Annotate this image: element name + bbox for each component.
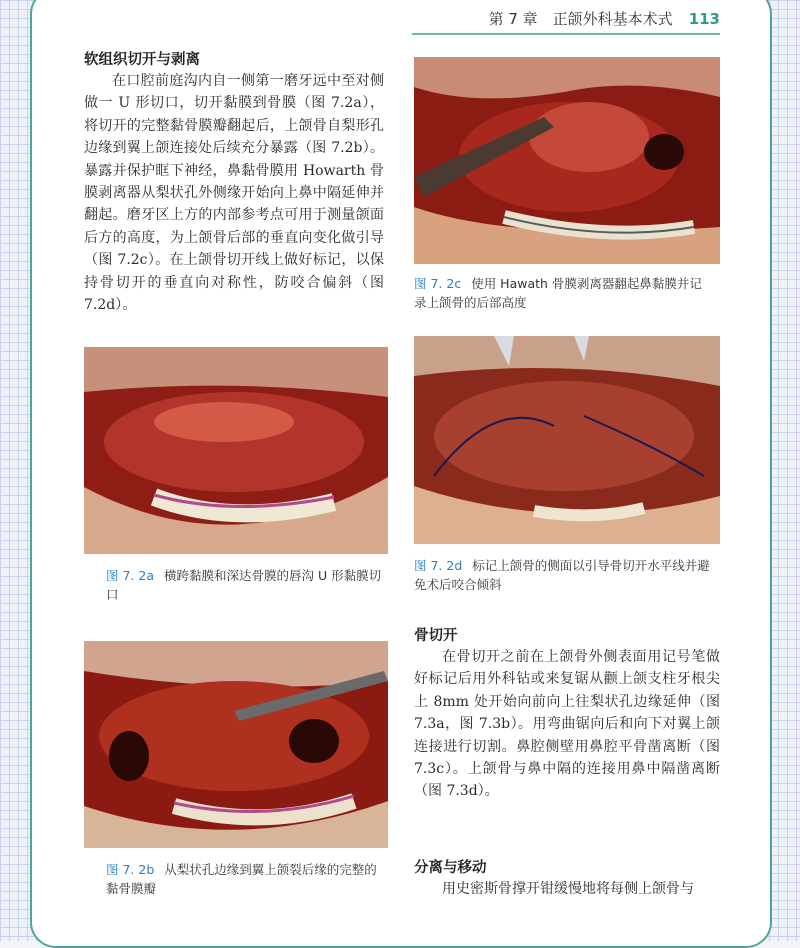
section-heading-osteotomy: 骨切开 [414, 628, 458, 644]
figure-label-2a: 图 7. 2a [106, 568, 154, 583]
surgical-photo-fig-2d [414, 336, 720, 544]
figure-text-2a: 横跨黏膜和深达骨膜的唇沟 U 形黏膜切口 [106, 568, 382, 602]
surgical-photo-fig-2c [414, 57, 720, 264]
section-paragraph-soft-tissue: 在口腔前庭沟内自一侧第一磨牙远中至对侧做一 U 形切口，切开黏膜到骨膜（图 7.2a），将切开的完整黏骨膜瓣翻起后，上颌骨自梨形孔边缘到翼上颌连接处后续充分暴露（图 7.2b）。暴露并保护眶下神经，鼻黏骨膜用 Howarth 骨膜剥离器从梨状孔外侧缘开始向上鼻中隔延伸并翻起。磨牙区上方的内部参考点可用于测量颌面后方的高度，为上颌骨后部的垂直向变化做引导（图 7.2c）。在上颌骨切开线上做好标记，以保持骨切开的垂直向对称性，防咬合偏斜（图 7.2d）。 [84, 73, 384, 314]
figure-label-2c: 图 7. 2c [414, 276, 462, 291]
figure-caption-2a [106, 566, 386, 604]
header-rule [412, 33, 720, 35]
figure-text-2c: 使用 Hawath 骨膜剥离器翻起鼻黏膜并记录上颌骨的后部高度 [414, 276, 702, 310]
section-heading-soft-tissue: 软组织切开与剥离 [84, 52, 200, 68]
page-number: 113 [688, 10, 720, 28]
figure-label-2d: 图 7. 2d [414, 558, 463, 573]
section-paragraph-separation: 用史密斯骨撑开钳缓慢地将每侧上颌骨与 [442, 881, 694, 897]
figure-text-2d: 标记上颌骨的侧面以引导骨切开水平线并避免术后咬合倾斜 [414, 558, 710, 592]
figure-label-2b: 图 7. 2b [106, 862, 155, 877]
surgical-photo-fig-2a [84, 347, 388, 554]
chapter-title: 第 7 章 正颌外科基本术式 [488, 10, 673, 28]
surgical-photo-fig-2b [84, 641, 388, 848]
running-header [80, 8, 720, 30]
figure-caption-2d [414, 556, 714, 594]
section-paragraph-osteotomy: 在骨切开之前在上颌骨外侧表面用记号笔做好标记后用外科钻或来复锯从颧上颌支柱牙根尖上 8mm 处开始向前向上往梨状孔边缘延伸（图 7.3a，图 7.3b）。用弯曲锯向后和向下对翼上颌连接进行切割。鼻腔侧壁用鼻腔平骨凿离断（图 7.3c）。上颌骨与鼻中隔的连接用鼻中隔凿离断（图 7.3d）。 [414, 649, 720, 800]
section-heading-separation: 分离与移动 [414, 860, 487, 876]
figure-text-2b: 从梨状孔边缘到翼上颌裂后缘的完整的黏骨膜瓣 [106, 862, 377, 896]
figure-caption-2c [414, 274, 714, 312]
figure-caption-2b [106, 860, 386, 898]
